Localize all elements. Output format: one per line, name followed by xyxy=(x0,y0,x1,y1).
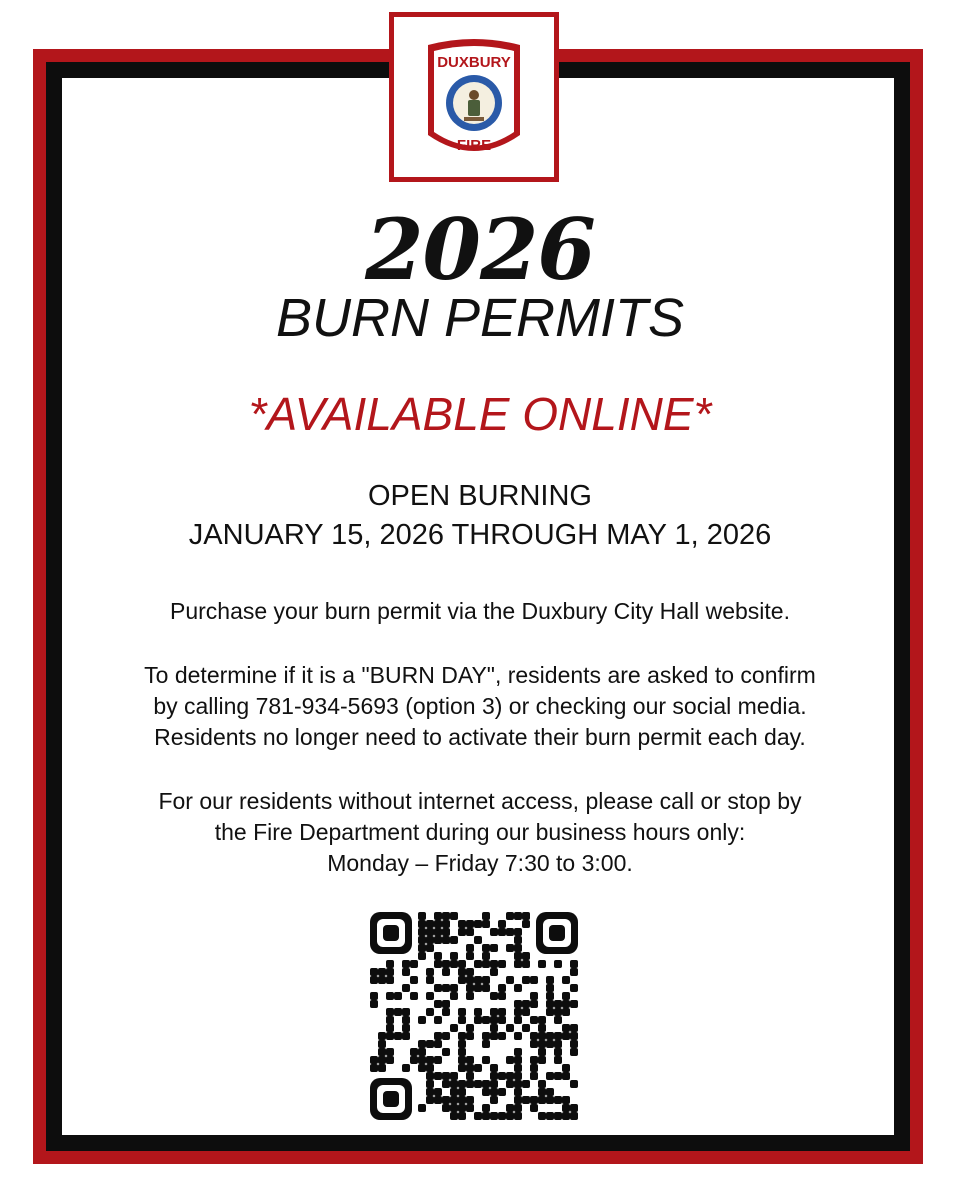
paragraph-line: For our residents without internet access, please call or stop by xyxy=(158,788,802,814)
season-label: OPEN BURNING xyxy=(368,480,592,512)
paragraph-line: the Fire Department during our business hours only: xyxy=(214,819,746,845)
paragraph-line: by calling 781-934-5693 (option 3) or checking our social media. xyxy=(153,693,807,719)
paragraph-line: Residents no longer need to activate their burn permit each day. xyxy=(154,724,806,750)
fire-department-badge-icon xyxy=(418,35,530,163)
title-heading: BURN PERMITS xyxy=(275,288,685,348)
purchase-line: Purchase your burn permit via the Duxbury City Hall website. xyxy=(170,598,790,624)
business-hours-line: Monday – Friday 7:30 to 3:00. xyxy=(327,850,633,876)
badge-box xyxy=(389,12,559,182)
no-internet-paragraph xyxy=(70,786,890,879)
paragraph-line: To determine if it is a "BURN DAY", residents are asked to confirm xyxy=(144,662,816,688)
year-heading: 2026 xyxy=(365,200,595,299)
qr-code-icon[interactable] xyxy=(370,912,578,1120)
svg-text:FIRE: FIRE xyxy=(456,137,492,154)
availability-heading: *AVAILABLE ONLINE* xyxy=(248,388,712,440)
purchase-paragraph xyxy=(70,596,890,627)
svg-text:DUXBURY: DUXBURY xyxy=(437,54,511,71)
season-dates: JANUARY 15, 2026 THROUGH MAY 1, 2026 xyxy=(188,519,772,551)
burn-day-paragraph xyxy=(70,660,890,753)
